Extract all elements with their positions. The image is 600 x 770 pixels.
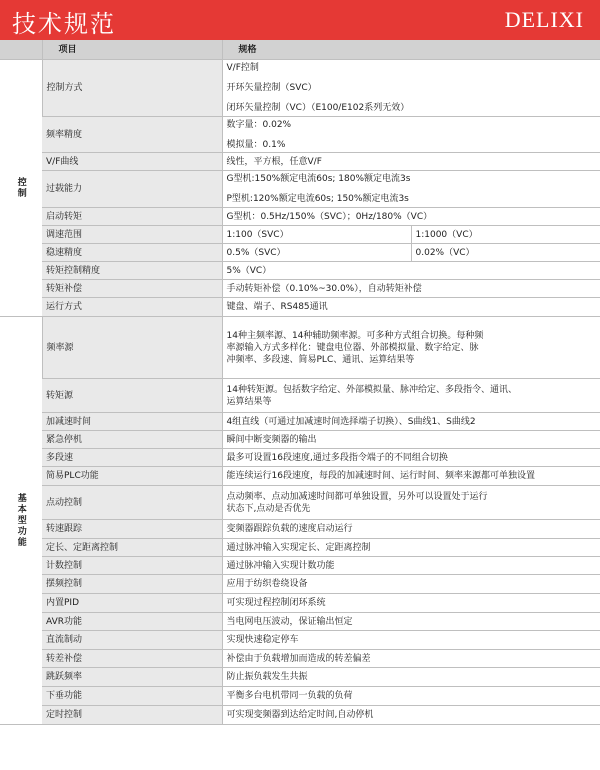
spec-value	[222, 280, 600, 298]
spec-item-label: 稳速精度	[42, 244, 222, 262]
table-row	[0, 575, 600, 594]
spec-line: 瞬间中断变频器的输出	[226, 434, 317, 445]
spec-line: 手动转矩补偿（0.10%~30.0%），自动转矩补偿	[226, 283, 422, 294]
spec-value	[222, 687, 600, 706]
spec-line: 当电网电压波动，保证输出恒定	[226, 616, 353, 627]
table-row	[0, 557, 600, 575]
spec-item-label: 直流制动	[42, 631, 222, 650]
spec-line: 可实现过程控制闭环系统	[226, 598, 326, 608]
spec-item-label: 控制方式	[42, 60, 222, 117]
spec-line: 平衡多台电机带同一负载的负荷	[226, 691, 353, 701]
line-gap	[227, 94, 600, 102]
table-row	[0, 650, 600, 668]
spec-line: G型机:150%额定电流60s; 180%额定电流3s	[226, 174, 411, 184]
table-row	[0, 226, 600, 244]
table-row	[0, 262, 600, 280]
spec-value	[222, 153, 600, 171]
table-row	[0, 153, 600, 171]
spec-value	[222, 317, 600, 379]
spec-value	[222, 575, 600, 594]
spec-line: 点动频率、点动加减速时间都可单独设置，另外可以设置处于运行	[226, 491, 488, 502]
spec-value	[222, 706, 600, 725]
table-row	[0, 298, 600, 317]
table-row	[0, 280, 600, 298]
table-row	[0, 613, 600, 631]
spec-value	[222, 379, 600, 413]
table-row	[0, 467, 600, 486]
spec-item-label: 加减速时间	[42, 413, 222, 431]
spec-value: 0.02%（VC）	[411, 244, 600, 262]
header-spec: 规格	[222, 40, 600, 60]
table-row	[0, 171, 600, 208]
table-row	[0, 539, 600, 557]
spec-line: 5%（VC）	[226, 265, 272, 276]
table-row	[0, 379, 600, 413]
spec-item-label: 转矩补偿	[42, 280, 222, 298]
table-row	[0, 117, 600, 153]
spec-item-label: 计数控制	[42, 557, 222, 575]
spec-line: V/F控制	[226, 63, 259, 73]
spec-line: 模拟量：0.1%	[226, 139, 286, 150]
page-title: 技术规范	[12, 10, 116, 38]
spec-line: P型机:120%额定电流60s; 150%额定电流3s	[226, 194, 409, 204]
spec-value	[222, 557, 600, 575]
spec-value	[222, 431, 600, 449]
spec-line: 键盘、端子、RS485通讯	[226, 302, 328, 312]
table-row	[0, 244, 600, 262]
spec-item-label: 转矩控制精度	[42, 262, 222, 280]
spec-value	[222, 262, 600, 280]
spec-line: 应用于纺织卷绕设备	[226, 579, 308, 589]
spec-item-label: 调速范围	[42, 226, 222, 244]
spec-item-label: 过载能力	[42, 171, 222, 208]
title-banner	[0, 0, 600, 40]
table-row	[0, 431, 600, 449]
spec-value	[222, 449, 600, 467]
table-row	[0, 317, 600, 379]
spec-value	[222, 594, 600, 613]
spec-value	[222, 117, 600, 153]
spec-value	[222, 298, 600, 317]
spec-line: 数字量：0.02%	[226, 119, 292, 130]
line-gap	[227, 74, 600, 82]
spec-line: 线性，平方根，任意V/F	[226, 156, 322, 167]
table-row	[0, 520, 600, 539]
table-row	[0, 413, 600, 431]
spec-item-label: 转速跟踪	[42, 520, 222, 539]
spec-item-label: 简易PLC功能	[42, 467, 222, 486]
spec-item-label: 多段速	[42, 449, 222, 467]
spec-line: 状态下,点动是否优先	[226, 503, 311, 514]
category-basic: 基本型功能	[0, 317, 42, 725]
spec-value	[222, 208, 600, 226]
spec-item-label: 定长、定距离控制	[42, 539, 222, 557]
spec-line: 率源输入方式多样化：键盘电位器、外部模拟量、数字给定、脉	[226, 342, 479, 353]
spec-item-label: 转差补偿	[42, 650, 222, 668]
spec-item-label: 点动控制	[42, 486, 222, 520]
spec-value	[222, 171, 600, 208]
spec-line: 通过脉冲输入实现计数功能	[226, 560, 335, 571]
table-row	[0, 208, 600, 226]
spec-line: 14种转矩源。包括数字给定、外部模拟量、脉冲给定、多段指令、通讯、	[226, 384, 517, 395]
spec-item-label: 启动转矩	[42, 208, 222, 226]
table-row	[0, 486, 600, 520]
spec-line: G型机：0.5Hz/150%（SVC）；0Hz/180%（VC）	[226, 211, 433, 222]
spec-value	[222, 631, 600, 650]
spec-value	[222, 486, 600, 520]
spec-line: 运算结果等	[226, 396, 272, 407]
spec-item-label: 转矩源	[42, 379, 222, 413]
spec-value: 1:1000（VC）	[411, 226, 600, 244]
spec-line: 可实现变频器到达给定时间,自动停机	[226, 710, 374, 720]
table-row	[0, 668, 600, 687]
table-header-row	[0, 40, 600, 60]
spec-item-label: 跳跃频率	[42, 668, 222, 687]
spec-value: 0.5%（SVC）	[222, 244, 411, 262]
spec-value	[222, 668, 600, 687]
spec-line: 开环矢量控制（SVC）	[226, 83, 317, 93]
table-row	[0, 449, 600, 467]
spec-item-label: AVR功能	[42, 613, 222, 631]
spec-item-label: 下垂功能	[42, 687, 222, 706]
spec-line: 补偿由于负载增加而造成的转差偏差	[226, 653, 371, 664]
line-gap	[227, 185, 600, 193]
spec-value	[222, 650, 600, 668]
header-category	[0, 40, 42, 60]
spec-line: 变频器跟踪负载的速度启动运行	[226, 524, 353, 534]
spec-item-label: 内置PID	[42, 594, 222, 613]
spec-value: 1:100（SVC）	[222, 226, 411, 244]
header-item: 项目	[42, 40, 222, 60]
table-row	[0, 60, 600, 117]
spec-value	[222, 520, 600, 539]
spec-value	[222, 539, 600, 557]
spec-line: 14种主频率源、14种辅助频率源。可多种方式组合切换。每种频	[226, 330, 484, 341]
spec-line: 最多可设置16段速度,通过多段指令端子的不同组合切换	[226, 452, 448, 463]
line-gap	[227, 131, 600, 139]
table-row	[0, 594, 600, 613]
spec-line: 冲频率、多段速、简易PLC、通讯、运算结果等	[226, 354, 415, 365]
brand-logo-text: DELIXI	[504, 7, 584, 32]
spec-line: 通过脉冲输入实现定长、定距离控制	[226, 542, 371, 553]
spec-line: 能连续运行16段速度，每段的加减速时间、运行时间、频率来源都可单独设置	[226, 471, 535, 481]
spec-item-label: 运行方式	[42, 298, 222, 317]
spec-item-label: 紧急停机	[42, 431, 222, 449]
table-row	[0, 706, 600, 725]
spec-table	[0, 40, 600, 725]
table-row	[0, 631, 600, 650]
spec-line: 实现快速稳定停车	[226, 635, 299, 645]
category-control: 控制	[0, 60, 42, 317]
spec-line: 闭环矢量控制（VC）（E100/E102系列无效）	[226, 103, 410, 113]
spec-item-label: 定时控制	[42, 706, 222, 725]
spec-item-label: V/F曲线	[42, 153, 222, 171]
spec-line: 防止振负载发生共振	[226, 672, 308, 682]
table-row	[0, 687, 600, 706]
spec-line: 4组直线（可通过加减速时间选择端子切换）、S曲线1、S曲线2	[226, 416, 476, 427]
spec-item-label: 摆频控制	[42, 575, 222, 594]
spec-item-label: 频率精度	[42, 117, 222, 153]
spec-value	[222, 613, 600, 631]
spec-value	[222, 60, 600, 117]
spec-item-label: 频率源	[42, 317, 222, 379]
spec-value	[222, 413, 600, 431]
spec-value	[222, 467, 600, 486]
